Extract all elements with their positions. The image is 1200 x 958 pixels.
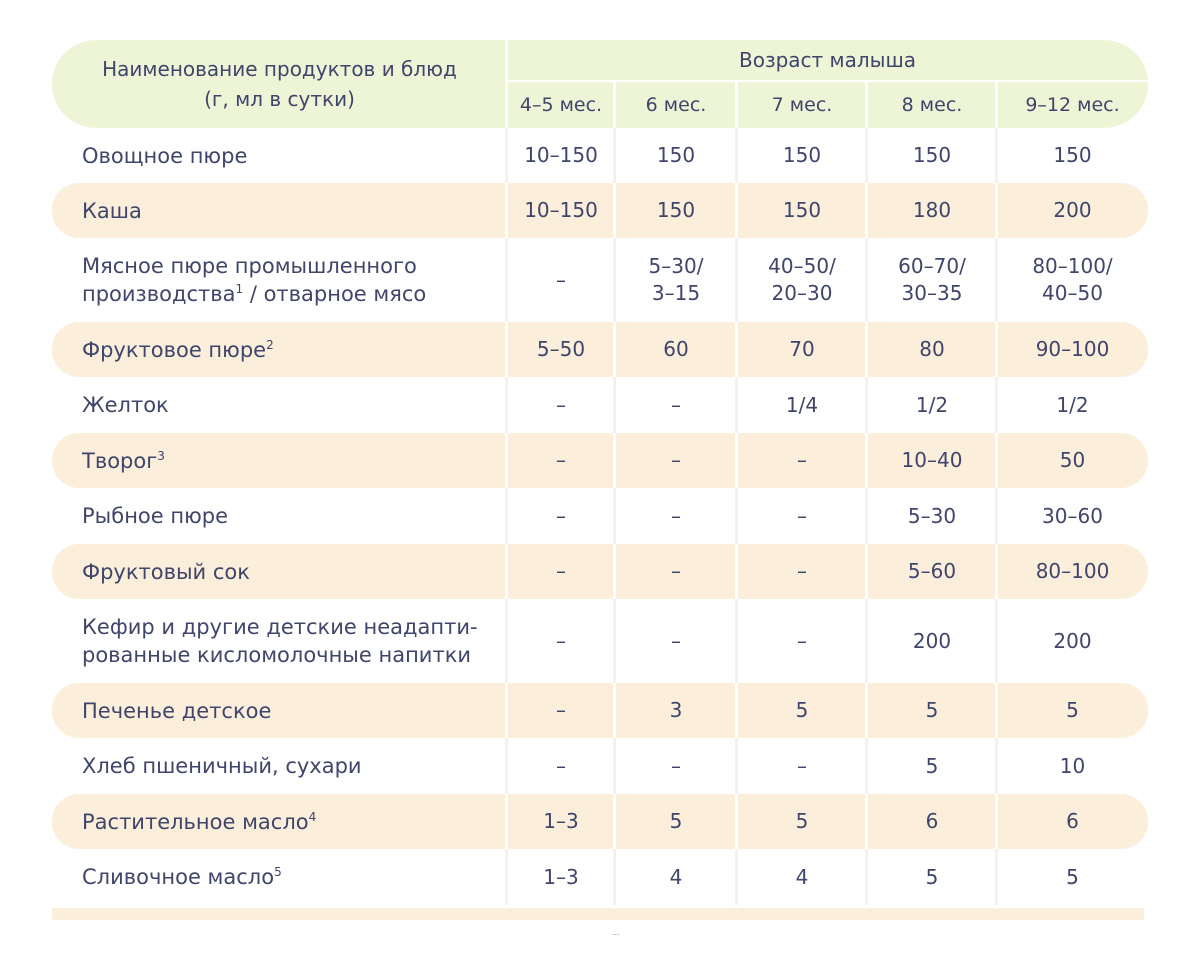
value-cell: 10–150: [524, 143, 598, 167]
value-cell: 10: [1059, 753, 1086, 778]
product-name-text: Фруктовый сок: [82, 559, 250, 584]
value-cell: 5: [925, 698, 939, 722]
value-cell: 150: [782, 198, 822, 222]
value-cell: 5–30: [907, 503, 957, 528]
value-cell: 60: [663, 337, 689, 361]
header-col-2: 7 мес.: [771, 94, 833, 116]
product-name-text: Овощное пюре: [82, 143, 248, 168]
product-name-line1: Кефир и другие детские неадапти-: [82, 615, 478, 639]
product-name-text: Желток: [82, 393, 169, 417]
value-cell: 1/2: [915, 392, 949, 417]
product-name-line2: [82, 280, 507, 308]
value-cell: [737, 238, 867, 322]
value-cell: [867, 238, 997, 322]
footnote-ref: 1: [235, 282, 244, 296]
footer-mark: ...: [612, 928, 620, 937]
product-name: [52, 336, 507, 364]
value-cell: –: [797, 448, 807, 472]
header-col-divider: [865, 82, 868, 128]
product-name: [52, 613, 507, 669]
value-cell: –: [797, 628, 807, 653]
value-cell: 90–100: [1035, 337, 1110, 361]
value-cell: 80: [919, 337, 945, 361]
value-line2: 40–50: [1042, 281, 1103, 305]
value-cell: 30–60: [1042, 503, 1103, 528]
value-cell: –: [671, 628, 681, 653]
product-name: [52, 391, 507, 419]
value-cell: 200: [912, 628, 952, 653]
value-line2: 20–30: [771, 281, 833, 305]
baby-food-table: [52, 40, 1148, 905]
table-row: [52, 183, 1148, 238]
header-name-line1: Наименование продуктов и блюд: [102, 57, 457, 81]
value-cell: –: [556, 503, 566, 528]
value-cell: –: [671, 753, 681, 778]
product-name: [52, 697, 507, 725]
product-name-text: Растительное масло: [82, 809, 309, 834]
product-name-text: Хлеб пшеничный, сухари: [82, 754, 362, 778]
value-cell: –: [671, 503, 681, 528]
table-row: [52, 322, 1148, 377]
table-row: [52, 128, 1148, 183]
value-line1: 5–30/: [648, 254, 704, 278]
product-name-text: Каша: [82, 198, 142, 223]
product-name: [52, 558, 507, 586]
value-cell: 150: [656, 143, 696, 167]
table-row: [52, 738, 1148, 794]
footnote-ref: 2: [266, 337, 274, 352]
header-col-1: 6 мес.: [645, 94, 707, 116]
value-cell: –: [797, 559, 807, 583]
value-cell: 5: [669, 809, 683, 833]
value-line1: –: [556, 267, 566, 292]
table-row: [52, 238, 1148, 322]
product-name: [52, 502, 507, 530]
value-cell: –: [671, 559, 681, 583]
header-col-divider: [995, 82, 998, 128]
table-body: [52, 128, 1148, 905]
value-cell: 5–60: [907, 559, 957, 583]
value-cell: 150: [782, 143, 822, 167]
header-col-divider: [735, 82, 738, 128]
value-cell: 5–50: [536, 337, 586, 361]
value-cell: 150: [1053, 143, 1092, 167]
value-line2: 3–15: [651, 281, 701, 305]
value-cell: 5: [795, 698, 809, 722]
value-cell: 150: [912, 143, 952, 167]
product-name-text: Сливочное масло: [82, 865, 275, 889]
value-line2: 30–35: [901, 281, 963, 305]
product-name-line2: рованные кисломолочные напитки: [82, 643, 472, 667]
value-line1: 80–100/: [1032, 254, 1113, 278]
value-cell: 1/2: [1056, 392, 1089, 417]
value-cell: –: [556, 392, 566, 417]
value-cell: –: [556, 448, 566, 472]
value-cell: 70: [789, 337, 815, 361]
value-cell: 5: [795, 809, 809, 833]
value-cell: 3: [669, 698, 683, 722]
value-cell: [507, 238, 615, 322]
value-cell: –: [671, 392, 681, 417]
value-cell: 5: [1066, 698, 1079, 722]
table-row: [52, 794, 1148, 849]
table-row: [52, 433, 1148, 488]
value-cell: –: [797, 503, 807, 528]
value-cell: 4: [669, 864, 683, 889]
value-cell: [997, 238, 1148, 322]
table-row: [52, 599, 1148, 683]
product-name: [52, 863, 507, 891]
header-col-divider: [613, 82, 616, 128]
value-cell: 5: [1066, 864, 1079, 889]
value-cell: 5: [925, 753, 939, 778]
table-row: [52, 377, 1148, 433]
table-row: [52, 849, 1148, 905]
value-line1: 60–70/: [898, 254, 966, 278]
value-cell: –: [556, 628, 566, 653]
product-name: [52, 142, 507, 170]
table-header: [52, 40, 1148, 128]
header-col-0: 4–5 мес.: [519, 94, 603, 116]
product-name-text: Фруктовое пюре: [82, 337, 267, 362]
value-cell: 4: [795, 864, 809, 889]
product-name: [52, 447, 507, 475]
value-cell: 50: [1059, 448, 1086, 472]
product-name: [52, 197, 507, 225]
value-cell: 10–150: [524, 198, 598, 222]
table-row: [52, 488, 1148, 544]
footnote-ref: 3: [157, 448, 165, 463]
value-cell: –: [556, 559, 566, 583]
value-cell: –: [671, 448, 681, 472]
value-cell: 150: [656, 198, 696, 222]
value-cell: –: [797, 753, 807, 778]
value-cell: –: [556, 753, 566, 778]
footnote-ref: 4: [308, 809, 317, 824]
value-cell: 5: [925, 864, 939, 889]
header-age-title: Возраст малыша: [738, 48, 917, 72]
product-name: [52, 808, 507, 836]
product-name-part: / отварное мясо: [243, 282, 427, 306]
value-cell: 180: [912, 198, 952, 222]
header-name-line2: (г, мл в сутки): [204, 87, 355, 111]
product-name-text: Рыбное пюре: [82, 504, 229, 528]
value-cell: [615, 238, 737, 322]
value-cell: 1–3: [543, 864, 579, 889]
value-cell: 200: [1053, 628, 1092, 653]
product-name: [52, 752, 507, 780]
header-col-4: 9–12 мес.: [1025, 94, 1120, 116]
footnote-ref: 5: [274, 865, 282, 879]
value-cell: 80–100: [1035, 559, 1110, 583]
table-row: [52, 683, 1148, 738]
table-row: [52, 544, 1148, 599]
footer-band: [52, 908, 1144, 920]
value-cell: 6: [925, 809, 939, 833]
value-cell: 1–3: [543, 809, 579, 833]
value-cell: 6: [1066, 809, 1079, 833]
value-line1: 40–50/: [768, 254, 836, 278]
value-cell: 10–40: [901, 448, 963, 472]
header-product-name: [52, 40, 507, 128]
value-cell: –: [556, 698, 566, 722]
product-name-text: Творог: [82, 448, 158, 473]
product-name-text: Печенье детское: [82, 698, 272, 723]
product-name-line1: Мясное пюре промышленного: [82, 254, 417, 278]
value-cell: 200: [1053, 198, 1092, 222]
header-col-3: 8 мес.: [901, 94, 963, 116]
value-cell: 1/4: [785, 392, 819, 417]
product-name: [52, 252, 507, 308]
product-name-part: производства: [82, 282, 236, 306]
